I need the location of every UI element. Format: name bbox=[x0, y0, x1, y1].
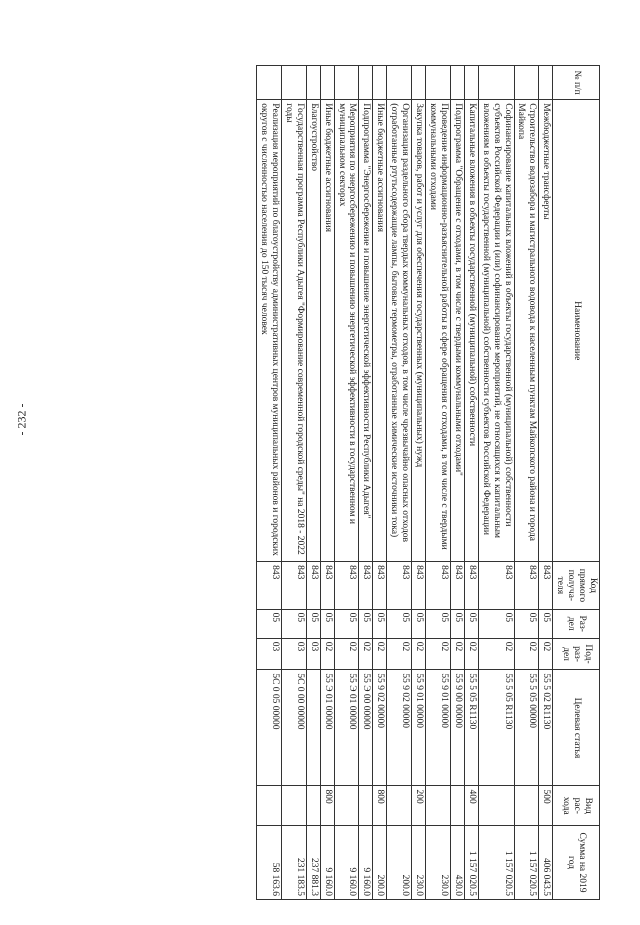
cell-expense-type bbox=[426, 786, 451, 826]
table-row bbox=[412, 66, 426, 900]
cell-sum: 9 160.0 bbox=[320, 826, 334, 900]
cell-target-article: 55 Э 01 00000 bbox=[320, 670, 334, 786]
table-row bbox=[450, 66, 464, 900]
cell-expense-type: 800 bbox=[373, 786, 387, 826]
cell-target-article: 5С 0 00 00000 bbox=[281, 670, 306, 786]
cell-expense-type bbox=[478, 786, 514, 826]
cell-code: 843 bbox=[450, 562, 464, 610]
cell-target-article: 55 9 02 00000 bbox=[373, 670, 387, 786]
cell-razdel: 05 bbox=[539, 609, 553, 638]
cell-podrazdel: 02 bbox=[412, 638, 426, 670]
cell-target-article bbox=[306, 670, 320, 786]
cell-expense-type bbox=[387, 786, 412, 826]
cell-target-article: 55 5 05 R1130 bbox=[464, 670, 478, 786]
cell-podrazdel: 02 bbox=[464, 638, 478, 670]
cell-expense-type bbox=[359, 786, 373, 826]
cell-sum: 58 163.6 bbox=[257, 826, 282, 900]
cell-sum: 230.0 bbox=[412, 826, 426, 900]
cell-expense-type bbox=[281, 786, 306, 826]
table-body bbox=[257, 66, 553, 900]
cell-no bbox=[257, 66, 282, 100]
cell-razdel: 05 bbox=[306, 609, 320, 638]
cell-name: Организация раздельного сбора твердых коммунальных отходов, в том числе чрезвычайно опасных отходов (отработанные ртутьсодержащие лампы, бытовые термометры, отработанные химические источники тока) bbox=[387, 100, 412, 562]
cell-target-article: 55 5 05 00000 bbox=[514, 670, 539, 786]
cell-sum: 230.0 bbox=[426, 826, 451, 900]
cell-code: 843 bbox=[359, 562, 373, 610]
cell-sum: 237 881.3 bbox=[306, 826, 320, 900]
cell-name: Подпрограмма "Обращение с отходами, в том числе с твердыми коммунальными отходами" bbox=[450, 100, 464, 562]
table-header-row bbox=[553, 66, 600, 900]
cell-code: 843 bbox=[373, 562, 387, 610]
table-row bbox=[281, 66, 306, 900]
cell-expense-type bbox=[450, 786, 464, 826]
cell-razdel: 05 bbox=[387, 609, 412, 638]
cell-no bbox=[412, 66, 426, 100]
cell-name: Иные бюджетные ассигнования bbox=[320, 100, 334, 562]
cell-razdel: 05 bbox=[359, 609, 373, 638]
cell-razdel: 05 bbox=[281, 609, 306, 638]
cell-no bbox=[359, 66, 373, 100]
cell-target-article: 55 9 02 00000 bbox=[387, 670, 412, 786]
page-number: - 232 - bbox=[14, 403, 29, 436]
table-row bbox=[478, 66, 514, 900]
table-row bbox=[334, 66, 359, 900]
cell-no bbox=[334, 66, 359, 100]
cell-code: 843 bbox=[387, 562, 412, 610]
cell-sum: 1 157 020.5 bbox=[514, 826, 539, 900]
table-row bbox=[373, 66, 387, 900]
cell-target-article: 5С 0 05 00000 bbox=[257, 670, 282, 786]
cell-razdel: 05 bbox=[320, 609, 334, 638]
table-row bbox=[539, 66, 553, 900]
cell-expense-type bbox=[334, 786, 359, 826]
cell-podrazdel: 02 bbox=[539, 638, 553, 670]
cell-razdel: 05 bbox=[514, 609, 539, 638]
cell-podrazdel: 02 bbox=[373, 638, 387, 670]
cell-no bbox=[450, 66, 464, 100]
cell-target-article: 55 5 02 R1130 bbox=[539, 670, 553, 786]
cell-sum: 1 157 020.5 bbox=[464, 826, 478, 900]
header-no: № п/п bbox=[553, 66, 600, 100]
cell-sum: 1 157 020.5 bbox=[478, 826, 514, 900]
cell-sum: 200.0 bbox=[387, 826, 412, 900]
cell-razdel: 05 bbox=[373, 609, 387, 638]
cell-name: Проведение информационно-разъяснительной работы в сфере обращения с отходами, в том числе с твердыми коммунальными отходами bbox=[426, 100, 451, 562]
cell-razdel: 05 bbox=[450, 609, 464, 638]
cell-no bbox=[426, 66, 451, 100]
cell-sum: 9 160.0 bbox=[334, 826, 359, 900]
cell-expense-type bbox=[514, 786, 539, 826]
cell-podrazdel: 02 bbox=[514, 638, 539, 670]
cell-name: Строительство водозабора и магистрального водовода к населенным пунктам Майкопского района и города Майкопа bbox=[514, 100, 539, 562]
header-razdel: Раз-дел bbox=[553, 609, 600, 638]
cell-name: Капитальные вложения в объекты государственной (муниципальной) собственности bbox=[464, 100, 478, 562]
cell-sum: 406 043.5 bbox=[539, 826, 553, 900]
cell-expense-type bbox=[257, 786, 282, 826]
cell-code: 843 bbox=[281, 562, 306, 610]
table-row bbox=[306, 66, 320, 900]
cell-razdel: 05 bbox=[412, 609, 426, 638]
header-code: Код прямого получа-теля bbox=[553, 562, 600, 610]
cell-podrazdel: 02 bbox=[478, 638, 514, 670]
cell-podrazdel: 03 bbox=[306, 638, 320, 670]
cell-razdel: 05 bbox=[478, 609, 514, 638]
cell-razdel: 05 bbox=[334, 609, 359, 638]
cell-expense-type: 800 bbox=[320, 786, 334, 826]
cell-podrazdel: 02 bbox=[450, 638, 464, 670]
cell-expense-type: 400 bbox=[464, 786, 478, 826]
cell-name: Подпрограмма "Энергосбережение и повышение энергетической эффективности Республики Адыгея" bbox=[359, 100, 373, 562]
cell-no bbox=[539, 66, 553, 100]
cell-name: Мероприятия по энергосбережению и повышению энергетической эффективности в государственном и муниципальном секторах bbox=[334, 100, 359, 562]
cell-podrazdel: 02 bbox=[320, 638, 334, 670]
cell-podrazdel: 02 bbox=[359, 638, 373, 670]
cell-expense-type: 500 bbox=[539, 786, 553, 826]
cell-no bbox=[320, 66, 334, 100]
cell-code: 843 bbox=[257, 562, 282, 610]
cell-code: 843 bbox=[426, 562, 451, 610]
cell-podrazdel: 02 bbox=[426, 638, 451, 670]
cell-name: Благоустройство bbox=[306, 100, 320, 562]
table-row bbox=[464, 66, 478, 900]
cell-code: 843 bbox=[334, 562, 359, 610]
header-target-article: Целевая статья bbox=[553, 670, 600, 786]
cell-no bbox=[281, 66, 306, 100]
cell-no bbox=[514, 66, 539, 100]
cell-code: 843 bbox=[306, 562, 320, 610]
cell-target-article: 55 Э 01 00000 bbox=[334, 670, 359, 786]
cell-name: Закупка товаров, работ и услуг для обеспечения государственных (муниципальных) нужд bbox=[412, 100, 426, 562]
cell-code: 843 bbox=[320, 562, 334, 610]
cell-code: 843 bbox=[412, 562, 426, 610]
header-podrazdel: Под-раз-дел bbox=[553, 638, 600, 670]
cell-no bbox=[306, 66, 320, 100]
table-row bbox=[320, 66, 334, 900]
cell-target-article: 55 5 05 R1130 bbox=[478, 670, 514, 786]
table-row bbox=[426, 66, 451, 900]
cell-name: Межбюджетные трансферты bbox=[539, 100, 553, 562]
cell-expense-type bbox=[306, 786, 320, 826]
cell-code: 843 bbox=[478, 562, 514, 610]
rotated-table-container bbox=[40, 65, 600, 925]
cell-no bbox=[387, 66, 412, 100]
header-expense-type: Вид рас-хода bbox=[553, 786, 600, 826]
cell-sum: 430.0 bbox=[450, 826, 464, 900]
cell-razdel: 05 bbox=[426, 609, 451, 638]
cell-name: Иные бюджетные ассигнования bbox=[373, 100, 387, 562]
cell-podrazdel: 03 bbox=[257, 638, 282, 670]
cell-name: Государственная программа Республики Адыгея "Формирование современной городской среды" на 2018 - 2022 годы bbox=[281, 100, 306, 562]
budget-table bbox=[256, 65, 600, 900]
cell-podrazdel: 02 bbox=[387, 638, 412, 670]
cell-target-article: 55 9 01 00000 bbox=[412, 670, 426, 786]
table-row bbox=[257, 66, 282, 900]
table-row bbox=[387, 66, 412, 900]
cell-podrazdel: 02 bbox=[334, 638, 359, 670]
cell-name: Софинансирование капитальных вложений в объекты государственной (муниципальной) собственности субъектов Российской Федерации и (или) софинансирование мероприятий, не относящихся к капитальным вложениям в объекты государственной (муниципальной) собственности субъектов Российской Федерации bbox=[478, 100, 514, 562]
cell-target-article: 55 9 01 00000 bbox=[426, 670, 451, 786]
cell-target-article: 55 Э 00 00000 bbox=[359, 670, 373, 786]
cell-no bbox=[464, 66, 478, 100]
header-sum: Сумма на 2019 год bbox=[553, 826, 600, 900]
cell-code: 843 bbox=[514, 562, 539, 610]
table-row bbox=[514, 66, 539, 900]
cell-code: 843 bbox=[539, 562, 553, 610]
cell-razdel: 05 bbox=[464, 609, 478, 638]
cell-name: Реализация мероприятий по благоустройству административных центров муниципальных районов и городских округов с численностью населения до 150 тысяч человек bbox=[257, 100, 282, 562]
cell-podrazdel: 03 bbox=[281, 638, 306, 670]
cell-sum: 200.0 bbox=[373, 826, 387, 900]
cell-razdel: 05 bbox=[257, 609, 282, 638]
table-row bbox=[359, 66, 373, 900]
cell-no bbox=[478, 66, 514, 100]
cell-code: 843 bbox=[464, 562, 478, 610]
cell-no bbox=[373, 66, 387, 100]
cell-expense-type: 200 bbox=[412, 786, 426, 826]
header-name: Наименование bbox=[553, 100, 600, 562]
cell-target-article: 55 9 00 00000 bbox=[450, 670, 464, 786]
cell-sum: 9 160.0 bbox=[359, 826, 373, 900]
cell-sum: 231 183.5 bbox=[281, 826, 306, 900]
